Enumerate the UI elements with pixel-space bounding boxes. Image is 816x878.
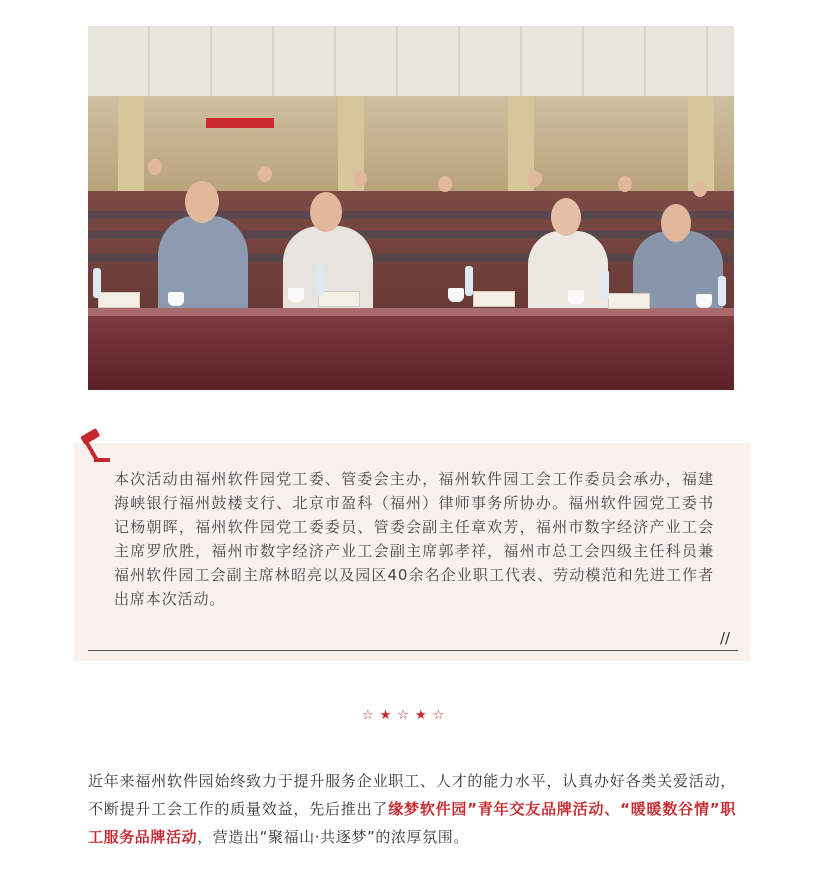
photo-cup xyxy=(288,288,304,302)
photo-ceiling xyxy=(88,26,734,96)
body-paragraph xyxy=(88,767,736,851)
photo-nameplate xyxy=(473,291,515,307)
photo-person-head xyxy=(551,198,581,236)
photo-person-head xyxy=(185,181,219,223)
body-highlight: 缘梦软件园”青年交友品牌活动、“暖暖数谷情”职工服务品牌活动 xyxy=(88,800,736,846)
photo-person xyxy=(693,181,707,197)
photo-cup xyxy=(168,292,184,306)
photo-cup xyxy=(568,290,584,304)
photo-bottle xyxy=(465,266,473,296)
photo-banner xyxy=(206,118,274,128)
event-photo xyxy=(88,26,734,390)
photo-nameplate xyxy=(98,292,140,308)
quote-divider xyxy=(88,650,738,651)
photo-person-head xyxy=(310,192,342,232)
photo-person xyxy=(528,231,608,316)
photo-table xyxy=(88,316,734,390)
gavel-icon xyxy=(74,426,114,466)
quote-text: 本次活动由福州软件园党工委、管委会主办，福州软件园工会工作委员会承办，福建海峡银行福州鼓楼支行、北京市盈科（福州）律师事务所协办。福州软件园党工委书记杨朝晖，福州软件园党工委委员、管委会副主任章欢芳，福州市数字经济产业工会主席罗欣胜，福州市数字经济产业工会副主席郭孝祥，福州市总工会四级主任科员兼福州软件园工会副主席林昭亮以及园区40余名企业职工代表、劳动模范和先进工作者出席本次活动。 xyxy=(114,470,714,608)
photo-person xyxy=(528,171,542,187)
photo-nameplate xyxy=(608,293,650,309)
photo-person xyxy=(438,176,452,192)
quote-end-mark: // xyxy=(720,629,731,647)
photo-person-head xyxy=(661,204,691,242)
photo-cup xyxy=(448,288,464,302)
body-text-part1: 近年来福州软件园始终致力于提升服务企业职工、人才的能力水平，认真办好各类关爱活动，不断提升工会工作的质量效益，先后推出了 xyxy=(88,772,736,818)
photo-person xyxy=(258,166,272,182)
photo-back-wall xyxy=(88,96,734,196)
photo-bottle xyxy=(601,270,609,300)
stars-divider: ☆★☆★☆ xyxy=(362,708,451,723)
photo-pillar xyxy=(118,96,144,206)
photo-bottle xyxy=(93,268,101,298)
photo-person xyxy=(148,159,162,175)
photo-pillar xyxy=(508,96,534,206)
photo-bottle xyxy=(718,276,726,306)
photo-nameplate xyxy=(318,291,360,307)
photo-person xyxy=(618,176,632,192)
photo-cup xyxy=(696,294,712,308)
photo-pillar xyxy=(338,96,364,206)
body-text-part2: ，营造出“聚福山·共逐梦”的浓厚氛围。 xyxy=(197,828,469,846)
photo-bottle xyxy=(316,266,324,296)
photo-person xyxy=(353,171,367,187)
